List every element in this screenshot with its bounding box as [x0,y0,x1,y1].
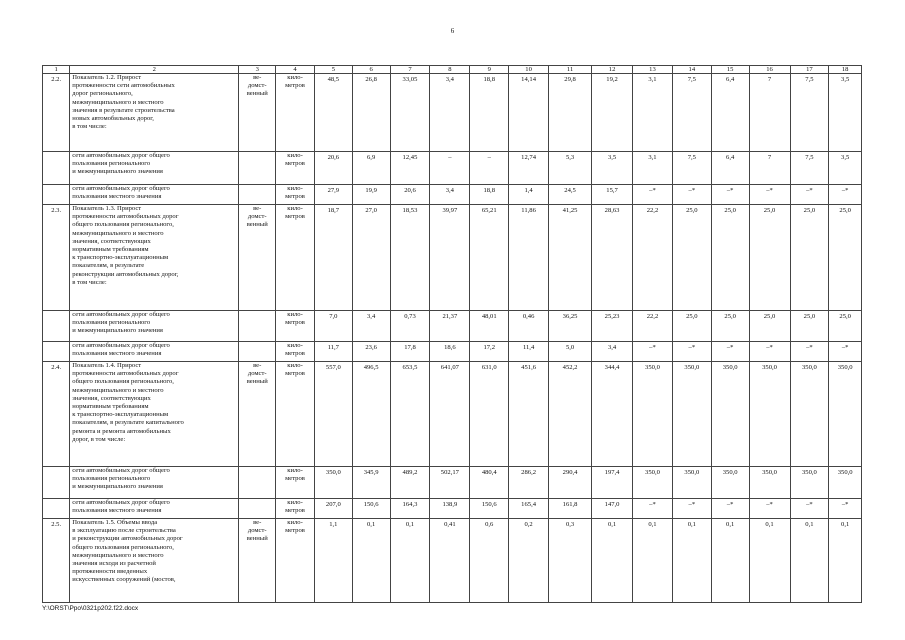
indicators-table [42,65,862,603]
value-cell: 25,0 [711,205,749,311]
value-cell: 3,4 [352,311,390,342]
value-cell: 0,46 [509,311,549,342]
value-cell: 25,23 [592,311,633,342]
value-cell: 18,8 [470,74,509,152]
value-cell: 25,0 [829,311,862,342]
value-cell: 22,2 [633,311,673,342]
value-cell: 15,7 [592,185,633,205]
value-cell: –* [633,342,673,362]
value-cell: –* [633,499,673,519]
value-cell: 19,2 [592,74,633,152]
value-cell: –* [749,342,790,362]
value-cell: 17,2 [470,342,509,362]
column-number-cell: 10 [509,66,549,74]
row-number-cell: 2.4. [43,362,70,467]
value-cell: 7 [749,74,790,152]
value-cell: 7,5 [672,74,711,152]
value-cell: 451,6 [509,362,549,467]
value-cell: 24,5 [549,185,592,205]
value-cell: 33,05 [390,74,430,152]
indicator-name-cell: сети автомобильных дорог общего пользования регионального и межмуниципального значения [70,311,239,342]
page-number: 6 [450,27,455,35]
unit-cell: кило- метров [276,152,315,185]
column-number-cell: 4 [276,66,315,74]
value-cell: –* [829,342,862,362]
value-cell: 39,97 [430,205,470,311]
row-number-cell [43,185,70,205]
value-cell: 350,0 [711,467,749,499]
value-cell: 452,2 [549,362,592,467]
value-cell: 0,73 [390,311,430,342]
value-cell: 17,8 [390,342,430,362]
agency-cell [239,152,276,185]
column-number-cell: 1 [43,66,70,74]
table-row [43,499,862,519]
value-cell: –* [790,185,829,205]
row-number-cell [43,499,70,519]
value-cell: 0,2 [509,519,549,603]
value-cell: 7,5 [790,152,829,185]
column-number-cell: 14 [672,66,711,74]
value-cell: 29,8 [549,74,592,152]
column-number-cell: 6 [352,66,390,74]
value-cell: –* [711,185,749,205]
value-cell: 23,6 [352,342,390,362]
value-cell: 18,6 [430,342,470,362]
indicators-table-wrap [42,65,862,603]
agency-cell: ве- домст- венный [239,74,276,152]
value-cell: –* [829,499,862,519]
indicator-name-cell: сети автомобильных дорог общего пользования местного значения [70,185,239,205]
value-cell: 0,1 [711,519,749,603]
value-cell: 27,0 [352,205,390,311]
value-cell: 150,6 [470,499,509,519]
value-cell: 48,5 [314,74,352,152]
row-number-cell [43,311,70,342]
value-cell: 207,0 [314,499,352,519]
value-cell: 7,5 [790,74,829,152]
value-cell: 18,8 [470,185,509,205]
value-cell: 7,0 [314,311,352,342]
value-cell: 36,25 [549,311,592,342]
value-cell: 25,0 [790,205,829,311]
table-row [43,342,862,362]
value-cell: 1,1 [314,519,352,603]
unit-cell: кило- метров [276,519,315,603]
value-cell: 25,0 [749,311,790,342]
value-cell: 22,2 [633,205,673,311]
value-cell: 641,07 [430,362,470,467]
unit-cell: кило- метров [276,499,315,519]
value-cell: 21,37 [430,311,470,342]
value-cell: 138,9 [430,499,470,519]
value-cell: 350,0 [790,362,829,467]
indicator-name-cell: Показатель 1.5. Объемы ввода в эксплуатацию после строительства и реконструкции автомобильных дорог общего пользования регионального, межмуниципального и местного значения исходя из расчетной протяженности введенных искусственных сооружений (мостов, [70,519,239,603]
column-number-cell: 16 [749,66,790,74]
value-cell: 350,0 [314,467,352,499]
footer-file-path: Y:\ORST\Ppo\0321p202.f22.docx [42,605,139,612]
column-number-cell: 5 [314,66,352,74]
value-cell: 350,0 [829,362,862,467]
agency-cell: ве- домст- венный [239,362,276,467]
table-row [43,185,862,205]
column-number-cell: 8 [430,66,470,74]
value-cell: 350,0 [633,362,673,467]
indicator-name-cell: сети автомобильных дорог общего пользования регионального и межмуниципального значения [70,467,239,499]
value-cell: 18,53 [390,205,430,311]
table-row [43,519,862,603]
row-number-cell [43,152,70,185]
value-cell: 286,2 [509,467,549,499]
value-cell: 11,4 [509,342,549,362]
value-cell: 26,8 [352,74,390,152]
value-cell: 350,0 [749,362,790,467]
value-cell: –* [790,342,829,362]
agency-cell [239,499,276,519]
table-row [43,311,862,342]
value-cell: 1,4 [509,185,549,205]
column-number-cell: 11 [549,66,592,74]
value-cell: 0,1 [633,519,673,603]
agency-cell: ве- домст- венный [239,205,276,311]
agency-cell [239,311,276,342]
value-cell: 350,0 [749,467,790,499]
table-row [43,152,862,185]
row-number-cell: 2.2. [43,74,70,152]
column-number-cell: 3 [239,66,276,74]
value-cell: 3,5 [829,74,862,152]
indicator-name-cell: сети автомобильных дорог общего пользования местного значения [70,342,239,362]
value-cell: 0,1 [829,519,862,603]
value-cell: 20,6 [390,185,430,205]
value-cell: 12,45 [390,152,430,185]
column-number-cell: 9 [470,66,509,74]
value-cell: 0,3 [549,519,592,603]
agency-cell: ве- домст- венный [239,519,276,603]
value-cell: 25,0 [672,205,711,311]
value-cell: 653,5 [390,362,430,467]
value-cell: 11,7 [314,342,352,362]
value-cell: 496,5 [352,362,390,467]
value-cell: 41,25 [549,205,592,311]
value-cell: 350,0 [711,362,749,467]
value-cell: 6,4 [711,74,749,152]
value-cell: 6,4 [711,152,749,185]
value-cell: 0,1 [390,519,430,603]
row-number-cell [43,467,70,499]
row-number-cell [43,342,70,362]
value-cell: 0,41 [430,519,470,603]
value-cell: 65,21 [470,205,509,311]
value-cell: 25,0 [672,311,711,342]
value-cell: –* [749,499,790,519]
value-cell: 25,0 [829,205,862,311]
column-number-cell: 2 [70,66,239,74]
value-cell: 344,4 [592,362,633,467]
value-cell: 5,3 [549,152,592,185]
indicator-name-cell: сети автомобильных дорог общего пользования регионального и межмуниципального значения [70,152,239,185]
value-cell: 502,17 [430,467,470,499]
unit-cell: кило- метров [276,74,315,152]
value-cell: 7 [749,152,790,185]
value-cell: 3,5 [829,152,862,185]
value-cell: 0,1 [790,519,829,603]
value-cell: –* [672,342,711,362]
unit-cell: кило- метров [276,205,315,311]
value-cell: 3,4 [430,185,470,205]
row-number-cell: 2.3. [43,205,70,311]
indicator-name-cell: Показатель 1.4. Прирост протяженности автомобильных дорог общего пользования регионального, межмуниципального и местного значения, соответствующих нормативным требованиям к транспортно-эксплуатационным показателям, в результате капитального ремонта и ремонта автомобильных дорог, в том числе: [70,362,239,467]
value-cell: 480,4 [470,467,509,499]
value-cell: 557,0 [314,362,352,467]
value-cell: 27,9 [314,185,352,205]
value-cell: – [470,152,509,185]
value-cell: –* [790,499,829,519]
value-cell: 3,4 [430,74,470,152]
value-cell: 489,2 [390,467,430,499]
table-row [43,362,862,467]
value-cell: 350,0 [790,467,829,499]
value-cell: 350,0 [633,467,673,499]
column-number-cell: 13 [633,66,673,74]
column-number-cell: 18 [829,66,862,74]
value-cell: 350,0 [672,362,711,467]
value-cell: 350,0 [672,467,711,499]
value-cell: 19,9 [352,185,390,205]
value-cell: –* [711,342,749,362]
value-cell: 0,1 [352,519,390,603]
value-cell: 25,0 [790,311,829,342]
value-cell: 18,7 [314,205,352,311]
value-cell: 164,3 [390,499,430,519]
value-cell: –* [672,499,711,519]
value-cell: 25,0 [749,205,790,311]
value-cell: –* [633,185,673,205]
value-cell: 161,8 [549,499,592,519]
value-cell: –* [711,499,749,519]
value-cell: – [430,152,470,185]
column-number-cell: 15 [711,66,749,74]
value-cell: 0,1 [672,519,711,603]
column-number-cell: 7 [390,66,430,74]
value-cell: 6,9 [352,152,390,185]
value-cell: 150,6 [352,499,390,519]
column-number-row [43,66,862,74]
value-cell: 48,01 [470,311,509,342]
value-cell: 3,5 [592,152,633,185]
value-cell: –* [749,185,790,205]
value-cell: 3,1 [633,152,673,185]
value-cell: 165,4 [509,499,549,519]
agency-cell [239,342,276,362]
value-cell: 350,0 [829,467,862,499]
unit-cell: кило- метров [276,467,315,499]
value-cell: 197,4 [592,467,633,499]
value-cell: 14,14 [509,74,549,152]
value-cell: 20,6 [314,152,352,185]
value-cell: 0,6 [470,519,509,603]
agency-cell [239,185,276,205]
unit-cell: кило- метров [276,185,315,205]
value-cell: 3,1 [633,74,673,152]
value-cell: 345,9 [352,467,390,499]
column-number-cell: 17 [790,66,829,74]
unit-cell: кило- метров [276,342,315,362]
value-cell: 28,63 [592,205,633,311]
value-cell: 25,0 [711,311,749,342]
value-cell: –* [829,185,862,205]
value-cell: 11,86 [509,205,549,311]
indicator-name-cell: Показатель 1.2. Прирост протяженности сети автомобильных дорог регионального, межмуниципального и местного значения в результате строительства новых автомобильных дорог, в том числе: [70,74,239,152]
agency-cell [239,467,276,499]
table-row [43,467,862,499]
value-cell: 0,1 [592,519,633,603]
value-cell: 0,1 [749,519,790,603]
table-row [43,205,862,311]
value-cell: 7,5 [672,152,711,185]
unit-cell: кило- метров [276,362,315,467]
unit-cell: кило- метров [276,311,315,342]
indicator-name-cell: сети автомобильных дорог общего пользования местного значения [70,499,239,519]
value-cell: 147,0 [592,499,633,519]
value-cell: 290,4 [549,467,592,499]
table-row [43,74,862,152]
value-cell: 5,0 [549,342,592,362]
row-number-cell: 2.5. [43,519,70,603]
value-cell: 631,0 [470,362,509,467]
indicator-name-cell: Показатель 1.3. Прирост протяженности автомобильных дорог общего пользования регионального, межмуниципального и местного значения, соответствующих нормативным требованиям к транспортно-эксплуатационным показателям, в результате реконструкции автомобильных дорог, в том числе: [70,205,239,311]
value-cell: 12,74 [509,152,549,185]
column-number-cell: 12 [592,66,633,74]
value-cell: –* [672,185,711,205]
value-cell: 3,4 [592,342,633,362]
